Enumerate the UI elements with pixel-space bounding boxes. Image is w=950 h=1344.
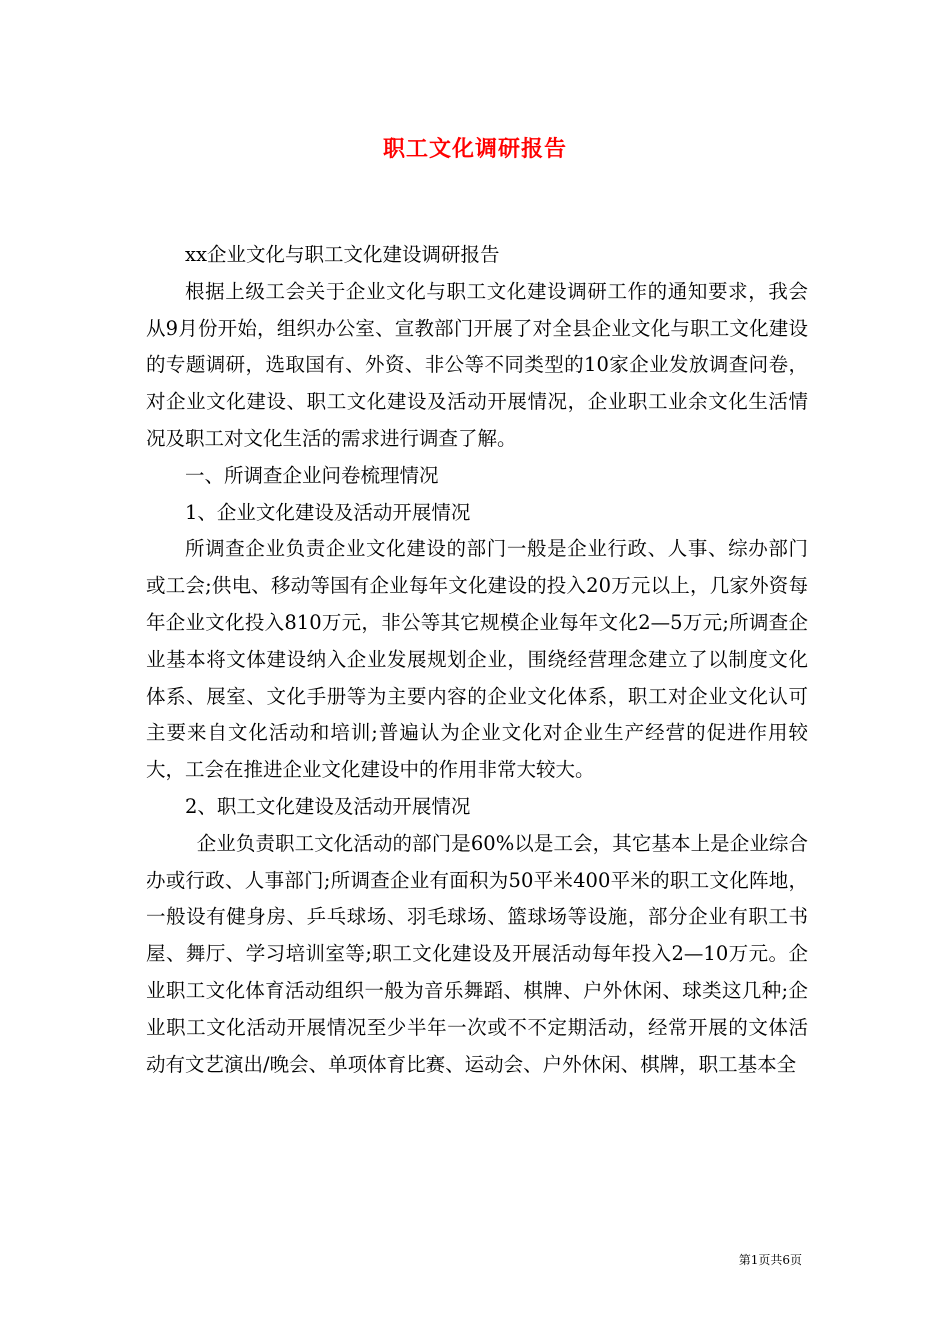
document-title: 职工文化调研报告	[382, 136, 567, 162]
body-paragraph-1: 所调查企业负责企业文化建设的部门一般是企业行政、人事、综办部门或工会;供电、移动等国有企业每年文化建设的投入20万元以上，几家外资每年企业文化投入810万元，非公等其它规模企业每年文化2—5万元;所调查企业基本将文体建设纳入企业发展规划企业，围绕经营理念建立了以制度文化体系、展室、文化手册等为主要内容的企业文化体系，职工对企业文化认可主要来自文化活动和培训;普遍认为企业文化对企业生产经营的促进作用较大，工会在推进企业文化建设中的作用非常大较大。	[146, 537, 808, 782]
document-body	[146, 237, 808, 1083]
page-number: 第1页共6页	[738, 1253, 802, 1267]
subsection-heading-2: 2、职工文化建设及活动开展情况	[185, 794, 471, 818]
body-paragraph-2: 企业负责职工文化活动的部门是60%以是工会，其它基本上是企业综合办或行政、人事部门;所调查企业有面积为50平米400平米的职工文化阵地，一般设有健身房、乒乓球场、羽毛球场、篮球场等设施，部分企业有职工书屋、舞厅、学习培训室等;职工文化建设及开展活动每年投入2—10万元。企业职工文化体育活动组织一般为音乐舞蹈、棋牌、户外休闲、球类这几种;企业职工文化活动开展情况至少半年一次或不不定期活动，经常开展的文体活动有文艺演出/晚会、单项体育比赛、运动会、户外休闲、棋牌，职工基本全	[146, 831, 808, 1076]
report-subtitle: xx企业文化与职工文化建设调研报告	[185, 243, 500, 266]
section-heading-1: 一、所调查企业问卷梳理情况	[185, 463, 439, 487]
subsection-heading-1: 1、企业文化建设及活动开展情况	[185, 500, 471, 524]
intro-paragraph: 根据上级工会关于企业文化与职工文化建设调研工作的通知要求，我会从9月份开始，组织办公室、宣教部门开展了对全县企业文化与职工文化建设的专题调研，选取国有、外资、非公等不同类型的10家企业发放调查问卷，对企业文化建设、职工文化建设及活动开展情况，企业职工业余文化生活情况及职工对文化生活的需求进行调查了解。	[146, 279, 808, 450]
